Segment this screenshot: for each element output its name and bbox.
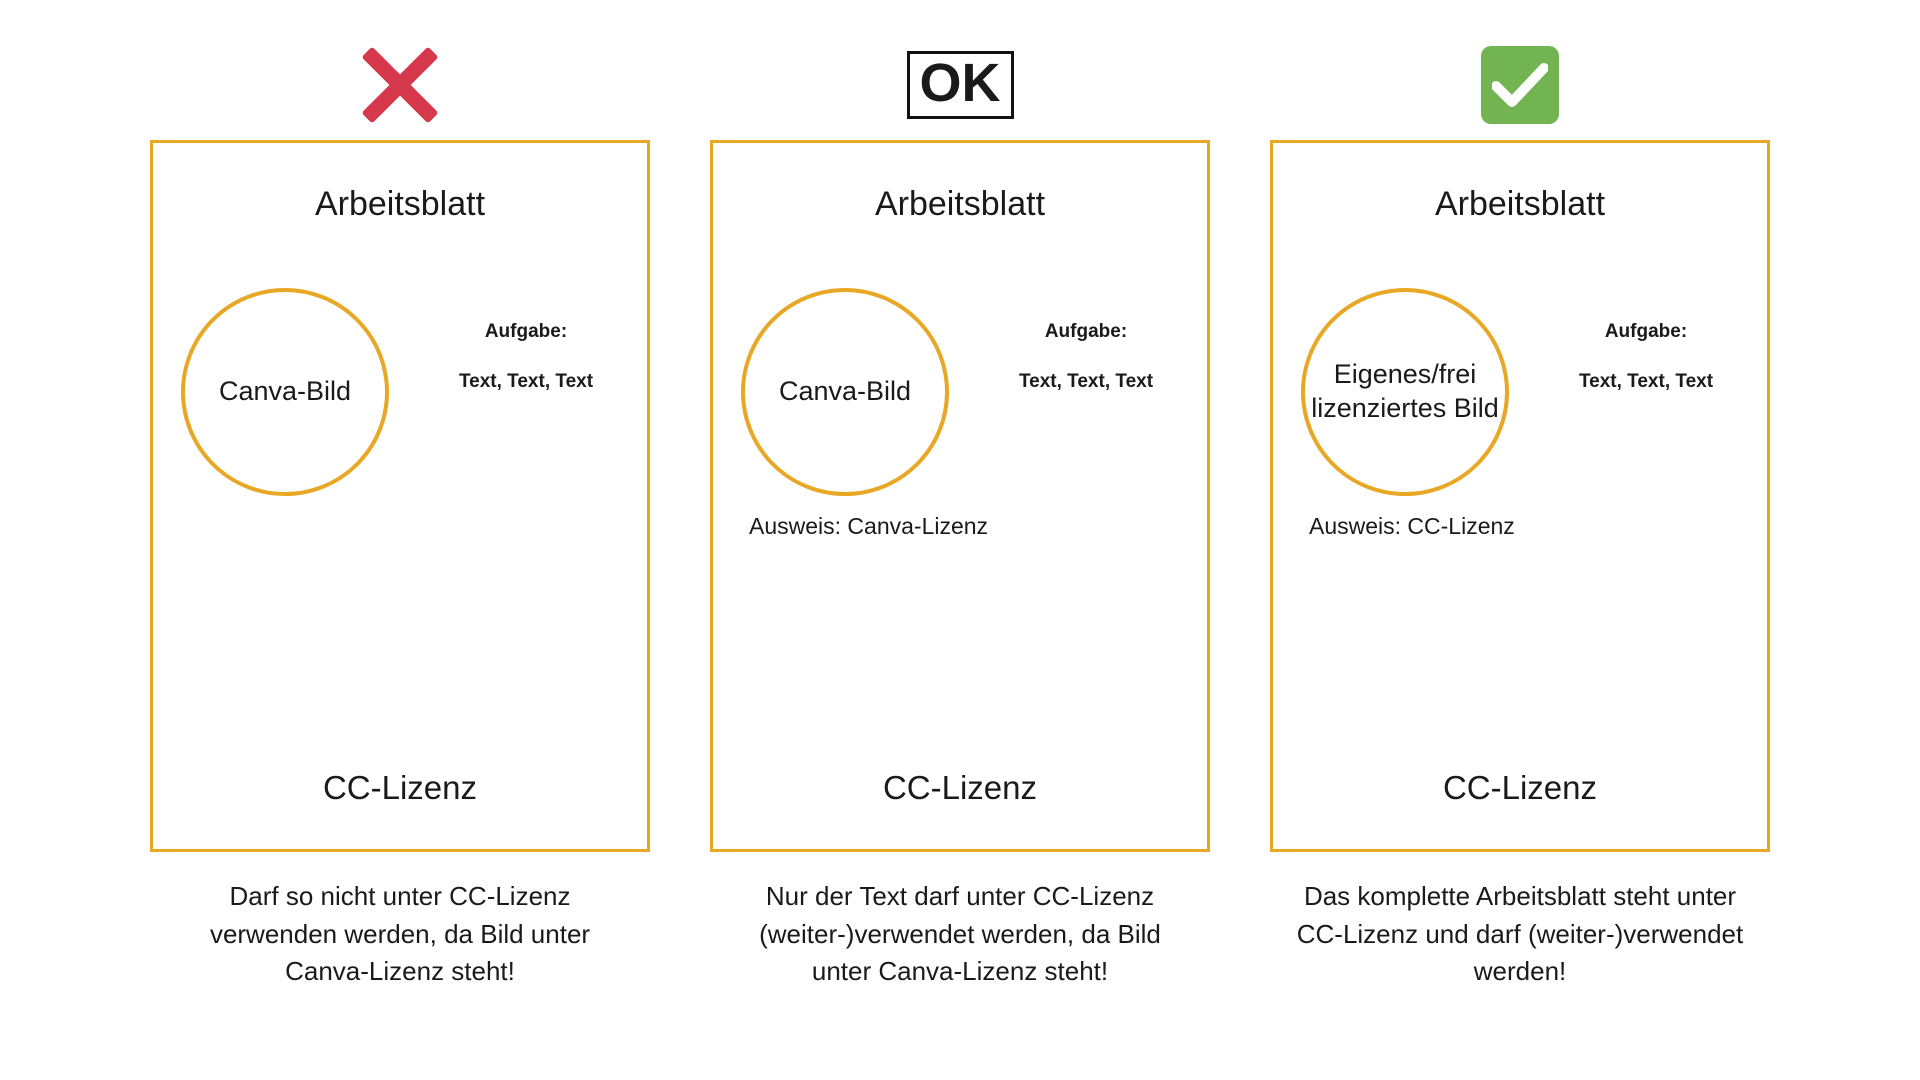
task-label: Aufgabe:: [484, 321, 568, 342]
worksheet-title: Arbeitsblatt: [314, 185, 486, 223]
column-caption: Nur der Text darf unter CC-Lizenz (weiter-)verwendet werden, da Bild unter Canva-Lizenz steht!: [759, 881, 1161, 987]
image-placeholder-circle: Canva-Bild: [181, 288, 389, 496]
status-mark-1: [357, 30, 443, 140]
worksheet-card-3: [1270, 140, 1770, 852]
task-label: Aufgabe:: [1604, 321, 1688, 342]
task-label: Aufgabe:: [1044, 321, 1128, 342]
ok-badge-icon: OK: [907, 51, 1014, 119]
comparison-column-1: [150, 30, 650, 991]
comparison-column-3: [1270, 30, 1770, 991]
license-note: Ausweis: Canva-Lizenz: [749, 513, 989, 539]
task-text: Text, Text, Text: [1578, 371, 1714, 392]
column-caption: Das komplette Arbeitsblatt steht unter CC-Lizenz und darf (weiter-)verwendet werden!: [1296, 881, 1744, 987]
task-block: [981, 321, 1191, 393]
worksheet-title: Arbeitsblatt: [1434, 185, 1606, 223]
column-caption: Darf so nicht unter CC-Lizenz verwenden werden, da Bild unter Canva-Lizenz steht!: [209, 881, 591, 987]
worksheet-footer-license: CC-Lizenz: [882, 769, 1038, 806]
worksheet-title: Arbeitsblatt: [874, 185, 1046, 223]
check-icon: [1481, 46, 1559, 124]
task-block: [1541, 321, 1751, 393]
task-block: [421, 321, 631, 393]
image-placeholder-circle: Eigenes/frei lizenziertes Bild: [1301, 288, 1509, 496]
worksheet-card-2: [710, 140, 1210, 852]
worksheet-card-1: [150, 140, 650, 852]
worksheet-footer-license: CC-Lizenz: [1442, 769, 1598, 806]
comparison-column-2: [710, 30, 1210, 991]
task-text: Text, Text, Text: [458, 371, 594, 392]
worksheet-footer-license: CC-Lizenz: [322, 769, 478, 806]
cross-icon: [357, 42, 443, 128]
license-note: Ausweis: CC-Lizenz: [1309, 513, 1515, 539]
status-mark-2: [907, 30, 1014, 140]
image-placeholder-circle: Canva-Bild: [741, 288, 949, 496]
status-mark-3: [1481, 30, 1559, 140]
task-text: Text, Text, Text: [1018, 371, 1154, 392]
